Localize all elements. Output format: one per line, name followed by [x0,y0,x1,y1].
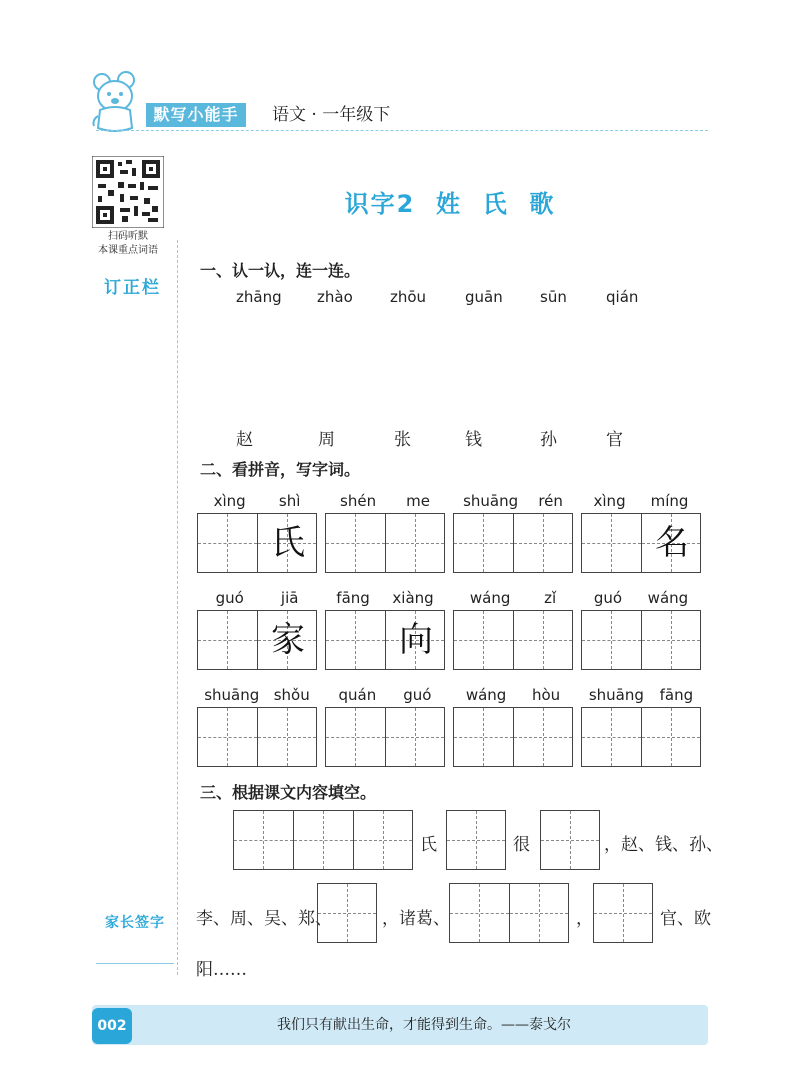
character-item[interactable]: 官 [606,430,623,450]
character-item[interactable]: 赵 [236,430,253,450]
character-item[interactable]: 孙 [540,430,557,450]
writing-grid[interactable]: 名 [581,513,701,573]
pinyin-pair: guó jiā [215,589,299,607]
lesson-title: 识字2 姓 氏 歌 [344,190,556,218]
writing-grid[interactable]: 氏 [197,513,317,573]
pinyin-pair: shuāng rén [463,492,563,510]
qr-caption: 扫码听默 本课重点词语 [98,231,158,256]
pinyin-pair: wáng hòu [465,686,561,704]
pinyin-pair: quán guó [338,686,432,704]
pinyin-item[interactable]: zhào [317,288,353,306]
writing-grid[interactable] [197,707,317,767]
pinyin-item[interactable]: zhōu [390,288,427,306]
answer-grid-2[interactable] [449,883,569,943]
page-number: 002 [92,1008,132,1044]
text-after-hen: ，赵、钱、孙、 [604,835,723,855]
pinyin-pair: shén me [340,492,430,510]
text-comma: ， [576,909,593,929]
pinyin-item[interactable]: guān [465,288,503,306]
header-divider [96,130,708,131]
character-item[interactable]: 钱 [465,430,482,450]
writing-grid[interactable]: 向 [325,610,445,670]
pinyin-pair: guó wáng [593,589,689,607]
section-3-heading: 三、根据课文内容填空。 [200,783,377,802]
pinyin-pair: wáng zǐ [469,589,557,607]
pinyin-item[interactable]: zhāng [236,288,282,306]
text-zhuge: ，诸葛、 [382,909,450,929]
text-line3: 阳…… [196,960,247,980]
character-item[interactable]: 张 [394,430,411,450]
pinyin-pair: fāng xiàng [336,589,434,607]
writing-grid[interactable] [453,513,573,573]
margin-divider [177,240,178,975]
answer-grid-1[interactable] [593,883,653,943]
writing-grid[interactable] [453,707,573,767]
answer-grid-1[interactable] [540,810,600,870]
parent-signature-label: 家长签字 [105,915,165,931]
pinyin-pair: xìng míng [593,492,689,510]
footer-quote: 我们只有献出生命，才能得到生命。——泰戈尔 [277,1017,571,1033]
pinyin-item[interactable]: qián [606,288,639,306]
subject-label: 语文 · 一年级下 [272,105,391,125]
parent-signature-line[interactable] [96,963,174,964]
pinyin-item[interactable]: sūn [540,288,567,306]
text-guan: 官、欧 [660,909,711,929]
answer-grid-3[interactable] [233,810,413,870]
section-1-heading: 一、认一认，连一连。 [200,261,361,280]
correction-column-label: 订正栏 [104,278,161,298]
writing-grid[interactable]: 家 [197,610,317,670]
character-item[interactable]: 周 [318,430,335,450]
pinyin-pair: xìng shì [213,492,301,510]
text-hen: 很 [513,835,530,855]
writing-grid[interactable] [325,513,445,573]
text-line2-start: 李、周、吴、郑、 [196,909,332,929]
qr-code-icon[interactable] [92,156,164,228]
writing-grid[interactable] [581,610,701,670]
pinyin-pair: shuāng shǒu [204,686,310,704]
brand-badge: 默写小能手 [146,103,246,127]
answer-grid-1[interactable] [317,883,377,943]
pinyin-pair: shuāng fāng [588,686,694,704]
answer-grid-1[interactable] [446,810,506,870]
section-2-heading: 二、看拼音，写字词。 [200,460,361,479]
writing-grid[interactable] [325,707,445,767]
text-shi: 氏 [420,835,437,855]
writing-grid[interactable] [453,610,573,670]
bear-mascot-icon [88,70,144,136]
writing-grid[interactable] [581,707,701,767]
